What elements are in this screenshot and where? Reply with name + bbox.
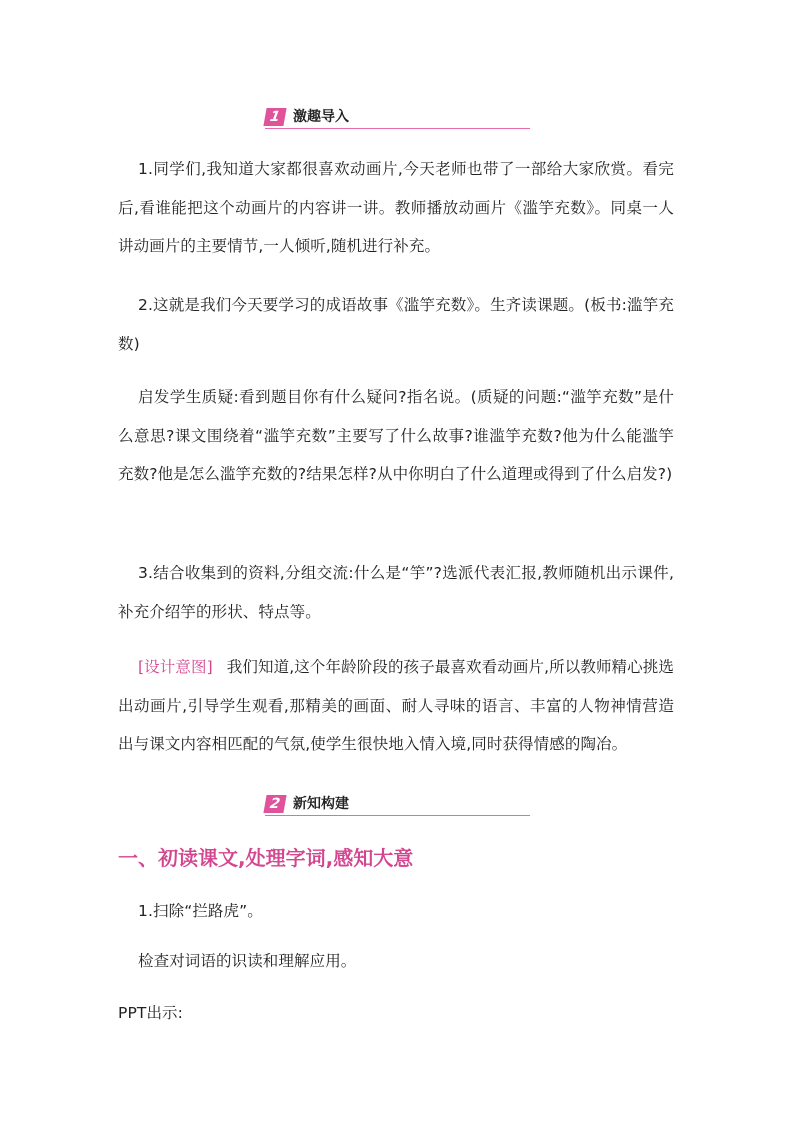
section-header-new-knowledge xyxy=(265,795,530,816)
subsection-heading: 一、初读课文,处理字词,感知大意 xyxy=(118,846,414,870)
design-intent-paragraph xyxy=(118,648,674,764)
section-number-badge: 2 xyxy=(263,795,286,813)
paragraph-6: 1.扫除“拦路虎”。 xyxy=(138,902,263,920)
paragraph-4: 3.结合收集到的资料,分组交流:什么是“竽”?选派代表汇报,教师随机出示课件,补充介绍竽的形状、特点等。 xyxy=(118,564,674,621)
paragraph-1: 1.同学们,我知道大家都很喜欢动画片,今天老师也带了一部给大家欣赏。看完后,看谁能把这个动画片的内容讲一讲。教师播放动画片《滥竽充数》。同桌一人讲动画片的主要情节,一人倾听,随机进行补充。 xyxy=(118,160,674,255)
section-title: 新知构建 xyxy=(293,796,349,812)
paragraph-3: 启发学生质疑:看到题目你有什么疑问?指名说。(质疑的问题:“滥竽充数”是什么意思?课文围绕着“滥竽充数”主要写了什么故事?谁滥竽充数?他为什么能滥竽充数?他是怎么滥竽充数的?结果怎样?从中你明白了什么道理或得到了什么启发?) xyxy=(118,388,674,483)
paragraph-2: 2.这就是我们今天要学习的成语故事《滥竽充数》。生齐读课题。(板书:滥竽充数) xyxy=(118,296,674,353)
design-intent-label: [设计意图] xyxy=(138,658,213,676)
paragraph-8: PPT出示: xyxy=(118,1004,183,1022)
design-intent-text: 我们知道,这个年龄阶段的孩子最喜欢看动画片,所以教师精心挑选出动画片,引导学生观看,那精美的画面、耐人寻味的语言、丰富的人物神情营造出与课文内容相匹配的气氛,使学生很快地入情入境,同时获得情感的陶冶。 xyxy=(118,658,674,753)
section-title: 激趣导入 xyxy=(293,109,349,125)
section-header-intro xyxy=(265,108,530,129)
paragraph-7: 检查对词语的识读和理解应用。 xyxy=(138,952,357,970)
section-number-badge: 1 xyxy=(263,108,286,126)
